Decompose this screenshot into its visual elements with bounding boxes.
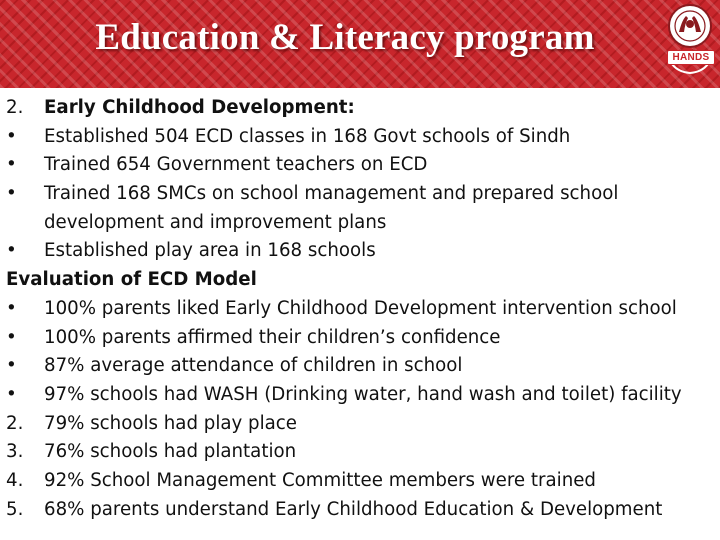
list-item: 2. 79% schools had play place: [6, 410, 718, 439]
section-heading: Evaluation of ECD Model: [6, 269, 257, 291]
list-item: • Trained 168 SMCs on school management and prepared school: [6, 180, 718, 209]
bullet: •: [6, 355, 17, 377]
page-title: Education & Literacy program: [95, 17, 595, 58]
item-number: 3.: [6, 441, 24, 463]
list-item: • 87% average attendance of children in school: [6, 352, 718, 381]
ecd-heading: [6, 94, 718, 123]
hands-logo-icon: [662, 2, 718, 84]
item-number: 2.: [6, 412, 24, 434]
list-item: 5. 68% parents understand Early Childhood Education & Development: [6, 496, 718, 525]
list-item: 3. 76% schools had plantation: [6, 438, 718, 467]
list-item: 4. 92% School Management Committee members were trained: [6, 467, 718, 496]
evaluation-heading: [6, 266, 718, 295]
bullet: •: [6, 326, 17, 348]
list-item: • 100% parents affirmed their children’s confidence: [6, 324, 718, 353]
section-heading: Early Childhood Development:: [44, 97, 355, 118]
title-banner: [0, 0, 720, 88]
bullet: •: [6, 183, 17, 205]
slide-body: [6, 94, 718, 524]
logo-label: HANDS: [667, 50, 715, 65]
list-item: • Trained 654 Government teachers on ECD: [6, 151, 718, 180]
item-number: 5.: [6, 498, 24, 520]
list-item: • 100% parents liked Early Childhood Development intervention school: [6, 295, 718, 324]
bullet: •: [6, 154, 17, 176]
list-item: • Established play area in 168 schools: [6, 237, 718, 266]
list-item-continuation: development and improvement plans: [44, 211, 387, 233]
list-item: • Established 504 ECD classes in 168 Govt schools of Sindh: [6, 123, 718, 152]
bullet: •: [6, 297, 17, 319]
bullet: •: [6, 383, 17, 405]
item-number: 4.: [6, 469, 24, 491]
bullet: •: [6, 240, 17, 262]
list-item: • 97% schools had WASH (Drinking water, hand wash and toilet) facility: [6, 381, 718, 410]
section-number: 2.: [6, 97, 24, 118]
bullet: •: [6, 125, 17, 147]
